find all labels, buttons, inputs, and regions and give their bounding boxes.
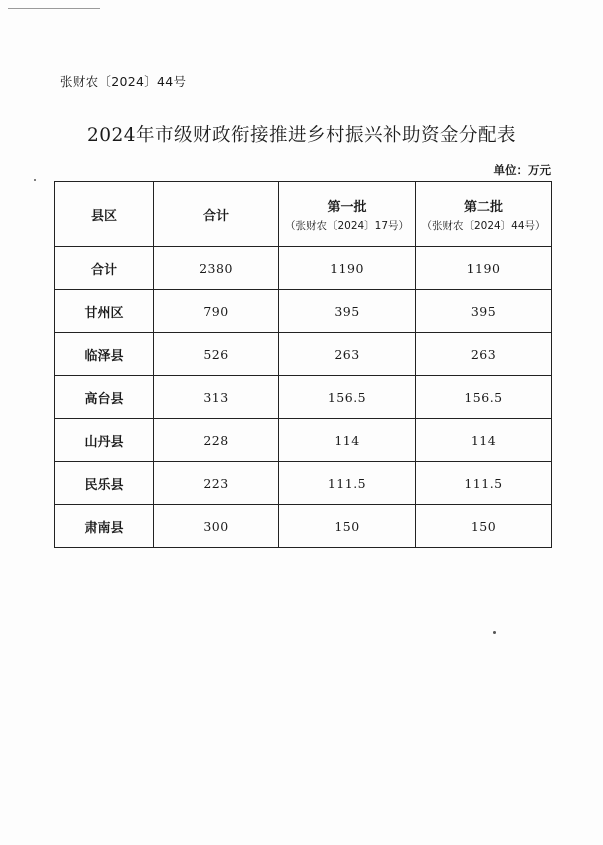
cell-total: 223 [154,462,279,505]
header-batch1-name: 第一批 [327,199,367,215]
cell-batch2: 1190 [416,247,552,290]
cell-total: 228 [154,419,279,462]
top-rule-line [8,8,100,9]
cell-batch1: 150 [279,505,416,548]
header-county: 县区 [55,182,154,247]
cell-batch2: 263 [416,333,552,376]
cell-batch1: 395 [279,290,416,333]
cell-batch2: 150 [416,505,552,548]
header-batch1-doc: （张财农〔2024〕17号） [284,219,410,232]
cell-batch1: 111.5 [279,462,416,505]
page-title: 2024年市级财政衔接推进乡村振兴补助资金分配表 [86,125,517,146]
cell-total: 790 [154,290,279,333]
allocation-table [54,181,552,548]
cell-batch1: 1190 [279,247,416,290]
cell-county: 合计 [55,247,154,290]
cell-total: 526 [154,333,279,376]
cell-county: 临泽县 [55,333,154,376]
header-batch1 [279,182,416,247]
cell-batch2: 395 [416,290,552,333]
header-total: 合计 [154,182,279,247]
table-row [55,290,552,333]
cell-batch1: 263 [279,333,416,376]
table-header-row [55,182,552,247]
unit-label: 单位：万元 [493,163,551,177]
header-batch2-name: 第二批 [463,199,503,215]
cell-county: 甘州区 [55,290,154,333]
cell-batch2: 156.5 [416,376,552,419]
table-row [55,333,552,376]
cell-total: 2380 [154,247,279,290]
header-batch2 [416,182,552,247]
cell-county: 民乐县 [55,462,154,505]
cell-batch2: 114 [416,419,552,462]
cell-total: 300 [154,505,279,548]
scan-speck [493,631,496,634]
table-row [55,462,552,505]
header-batch2-doc: （张财农〔2024〕44号） [421,219,546,232]
cell-county: 高台县 [55,376,154,419]
cell-batch2: 111.5 [416,462,552,505]
cell-batch1: 156.5 [279,376,416,419]
scan-speck [34,179,36,181]
table-row [55,247,552,290]
doc-number: 张财农〔2024〕44号 [60,74,187,89]
cell-county: 山丹县 [55,419,154,462]
cell-total: 313 [154,376,279,419]
cell-county: 肃南县 [55,505,154,548]
table-row [55,376,552,419]
cell-batch1: 114 [279,419,416,462]
table-row [55,419,552,462]
table-row [55,505,552,548]
